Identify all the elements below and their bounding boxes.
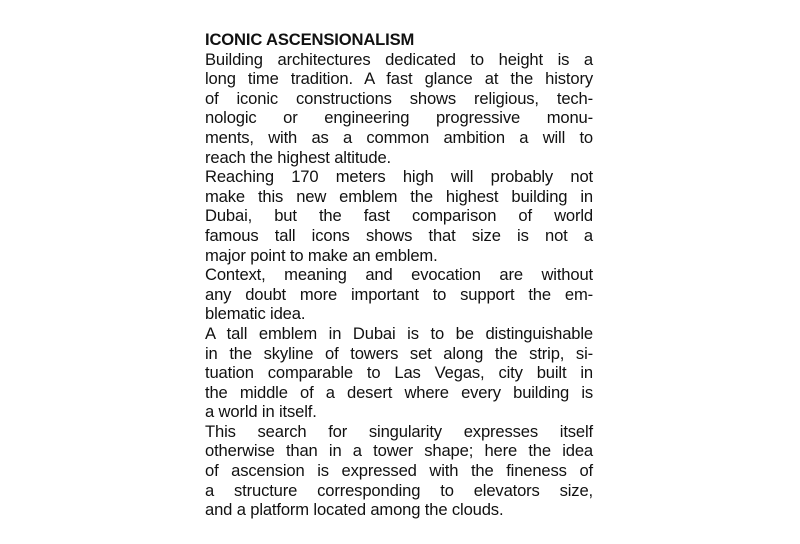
- text-line: any doubt more important to support the em-: [205, 284, 593, 304]
- text-line: a world in itself.: [205, 402, 317, 422]
- text-line: the middle of a desert where every building is: [205, 382, 593, 402]
- text-line: major point to make an emblem.: [205, 245, 438, 265]
- text-line: Building architectures dedicated to height is a: [205, 49, 593, 69]
- text-line: reach the highest altitude.: [205, 147, 391, 167]
- text-line: This search for singularity expresses itself: [205, 421, 593, 441]
- paragraph-dubai: [205, 324, 593, 422]
- text-line: Context, meaning and evocation are without: [205, 265, 593, 285]
- paragraph-history: [205, 50, 593, 168]
- text-line: in the skyline of towers set along the strip, si-: [205, 343, 593, 363]
- text-line: Dubai, but the fast comparison of world: [205, 206, 593, 226]
- text-line: famous tall icons shows that size is not a: [205, 225, 593, 245]
- text-line: otherwise than in a tower shape; here the idea: [205, 441, 593, 461]
- document-title: ICONIC ASCENSIONALISM: [205, 30, 415, 49]
- paragraph-height: [205, 167, 593, 265]
- text-line: long time tradition. A fast glance at the history: [205, 69, 593, 89]
- text-line: nologic or engineering progressive monu-: [205, 108, 593, 128]
- text-line: a structure corresponding to elevators size,: [205, 480, 593, 500]
- text-line: ments, with as a common ambition a will to: [205, 127, 593, 147]
- paragraph-context: [205, 265, 593, 324]
- text-line: tuation comparable to Las Vegas, city built in: [205, 363, 593, 383]
- text-line: of ascension is expressed with the fineness of: [205, 461, 593, 481]
- text-line: Reaching 170 meters high will probably not: [205, 167, 593, 187]
- text-column: [205, 30, 593, 520]
- text-line: and a platform located among the clouds.: [205, 500, 504, 520]
- text-line: make this new emblem the highest building in: [205, 186, 593, 206]
- text-line: A tall emblem in Dubai is to be distinguishable: [205, 323, 593, 343]
- text-line: blematic idea.: [205, 304, 306, 324]
- paragraph-singularity: [205, 422, 593, 520]
- text-line: of iconic constructions shows religious, tech-: [205, 88, 593, 108]
